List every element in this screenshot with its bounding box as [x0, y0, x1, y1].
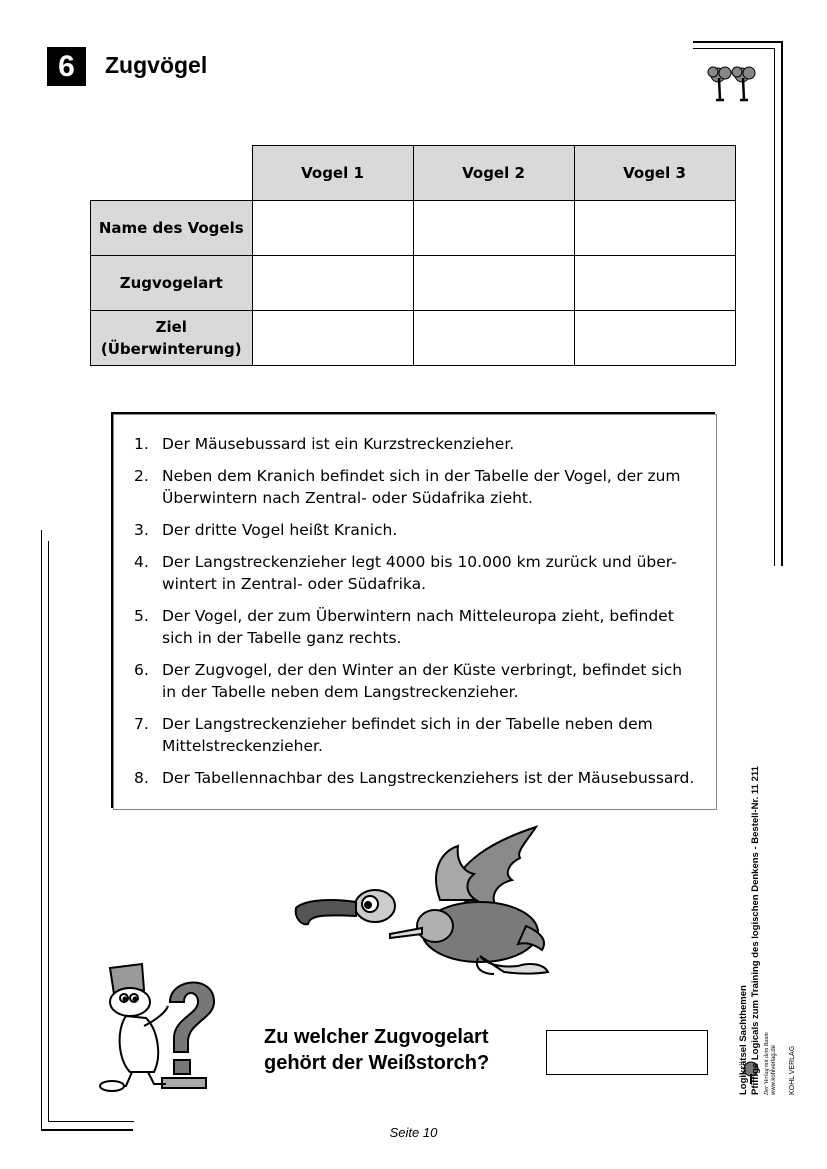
clue-item	[114, 659, 716, 703]
answer-cell[interactable]	[574, 311, 735, 366]
question-line: gehört der Weißstorch?	[264, 1052, 490, 1074]
clue-number: 3.	[134, 521, 149, 539]
page-title: Zugvögel	[105, 52, 208, 78]
row-header-line: (Überwinterung)	[100, 340, 242, 358]
clue-text: sich in der Tabelle ganz rechts.	[162, 629, 402, 647]
clue-item	[114, 433, 716, 455]
clue-number: 4.	[134, 553, 149, 571]
answer-cell[interactable]	[413, 256, 574, 311]
clue-text: wintert in Zentral- oder Südafrika.	[162, 575, 427, 593]
clue-text: in der Tabelle neben dem Langstreckenzieher.	[162, 683, 519, 701]
side-credit	[738, 766, 762, 1095]
clue-number: 5.	[134, 607, 149, 625]
answer-cell[interactable]	[252, 201, 413, 256]
clue-number: 7.	[134, 715, 149, 733]
column-header: Vogel 1	[252, 146, 413, 201]
side-credit-line: Pfiffige Logicals zum Training des logischen Denkens - Bestell-Nr. 11 211	[750, 766, 761, 1095]
table-corner	[91, 146, 253, 201]
clue-text: Neben dem Kranich befindet sich in der Tabelle der Vogel, der zum	[162, 467, 681, 485]
logic-grid	[90, 145, 736, 366]
clue-text: Der Langstreckenzieher legt 4000 bis 10.000 km zurück und über-	[162, 553, 677, 571]
column-header: Vogel 2	[413, 146, 574, 201]
clue-text: Der Vogel, der zum Überwintern nach Mitteleuropa zieht, befindet	[162, 607, 674, 625]
thinking-character-illustration	[96, 960, 220, 1096]
row-header-line: Ziel	[155, 318, 187, 336]
clue-item	[114, 519, 716, 541]
clue-text: Der Tabellennachbar des Langstreckenziehers ist der Mäusebussard.	[162, 769, 695, 787]
row-header: Zugvogelart	[91, 256, 253, 311]
clue-item	[114, 713, 716, 757]
frame-line	[48, 541, 49, 1121]
answer-cell[interactable]	[413, 311, 574, 366]
vulture-illustration	[290, 822, 552, 982]
publisher-url: www.kohlverlag.de	[771, 1044, 777, 1095]
clue-number: 2.	[134, 467, 149, 485]
clue-number: 1.	[134, 435, 149, 453]
answer-cell[interactable]	[252, 256, 413, 311]
clue-text: Der Zugvogel, der den Winter an der Küste verbringt, befindet sich	[162, 661, 683, 679]
frame-line	[693, 48, 775, 49]
clue-item	[114, 767, 716, 789]
clue-number: 8.	[134, 769, 149, 787]
clue-box	[113, 414, 717, 810]
side-credit-line: Logikrätsel Sachthemen	[738, 985, 749, 1095]
clue-item	[114, 465, 716, 509]
frame-line	[781, 41, 783, 566]
question-line: Zu welcher Zugvogelart	[264, 1026, 489, 1048]
publisher-tagline: Der Verlag mit dem Baum	[764, 1032, 770, 1095]
publisher-name: KOHL VERLAG	[789, 1045, 796, 1095]
clue-text: Überwintern nach Zentral- oder Südafrika zieht.	[162, 489, 533, 507]
row-header: Name des Vogels	[91, 201, 253, 256]
clue-number: 6.	[134, 661, 149, 679]
exercise-number: 6	[47, 47, 86, 86]
answer-box[interactable]	[546, 1030, 708, 1075]
clue-text: Der dritte Vogel heißt Kranich.	[162, 521, 398, 539]
clue-text: Mittelstreckenzieher.	[162, 737, 323, 755]
question-text	[264, 1024, 489, 1076]
frame-line	[48, 1121, 134, 1122]
frame-line	[693, 41, 782, 43]
clue-text: Der Mäusebussard ist ein Kurzstreckenzieher.	[162, 435, 515, 453]
publisher-info	[789, 1046, 796, 1095]
clue-list	[114, 415, 716, 789]
page-number: Seite 10	[389, 1125, 438, 1140]
answer-cell[interactable]	[574, 256, 735, 311]
clue-text: Der Langstreckenzieher befindet sich in der Tabelle neben dem	[162, 715, 653, 733]
column-header: Vogel 3	[574, 146, 735, 201]
clue-item	[114, 551, 716, 595]
clue-item	[114, 605, 716, 649]
frame-line	[774, 48, 775, 566]
answer-cell[interactable]	[252, 311, 413, 366]
answer-cell[interactable]	[413, 201, 574, 256]
answer-cell[interactable]	[574, 201, 735, 256]
row-header	[91, 311, 253, 366]
trees-icon	[706, 64, 760, 104]
frame-line	[41, 530, 42, 1130]
